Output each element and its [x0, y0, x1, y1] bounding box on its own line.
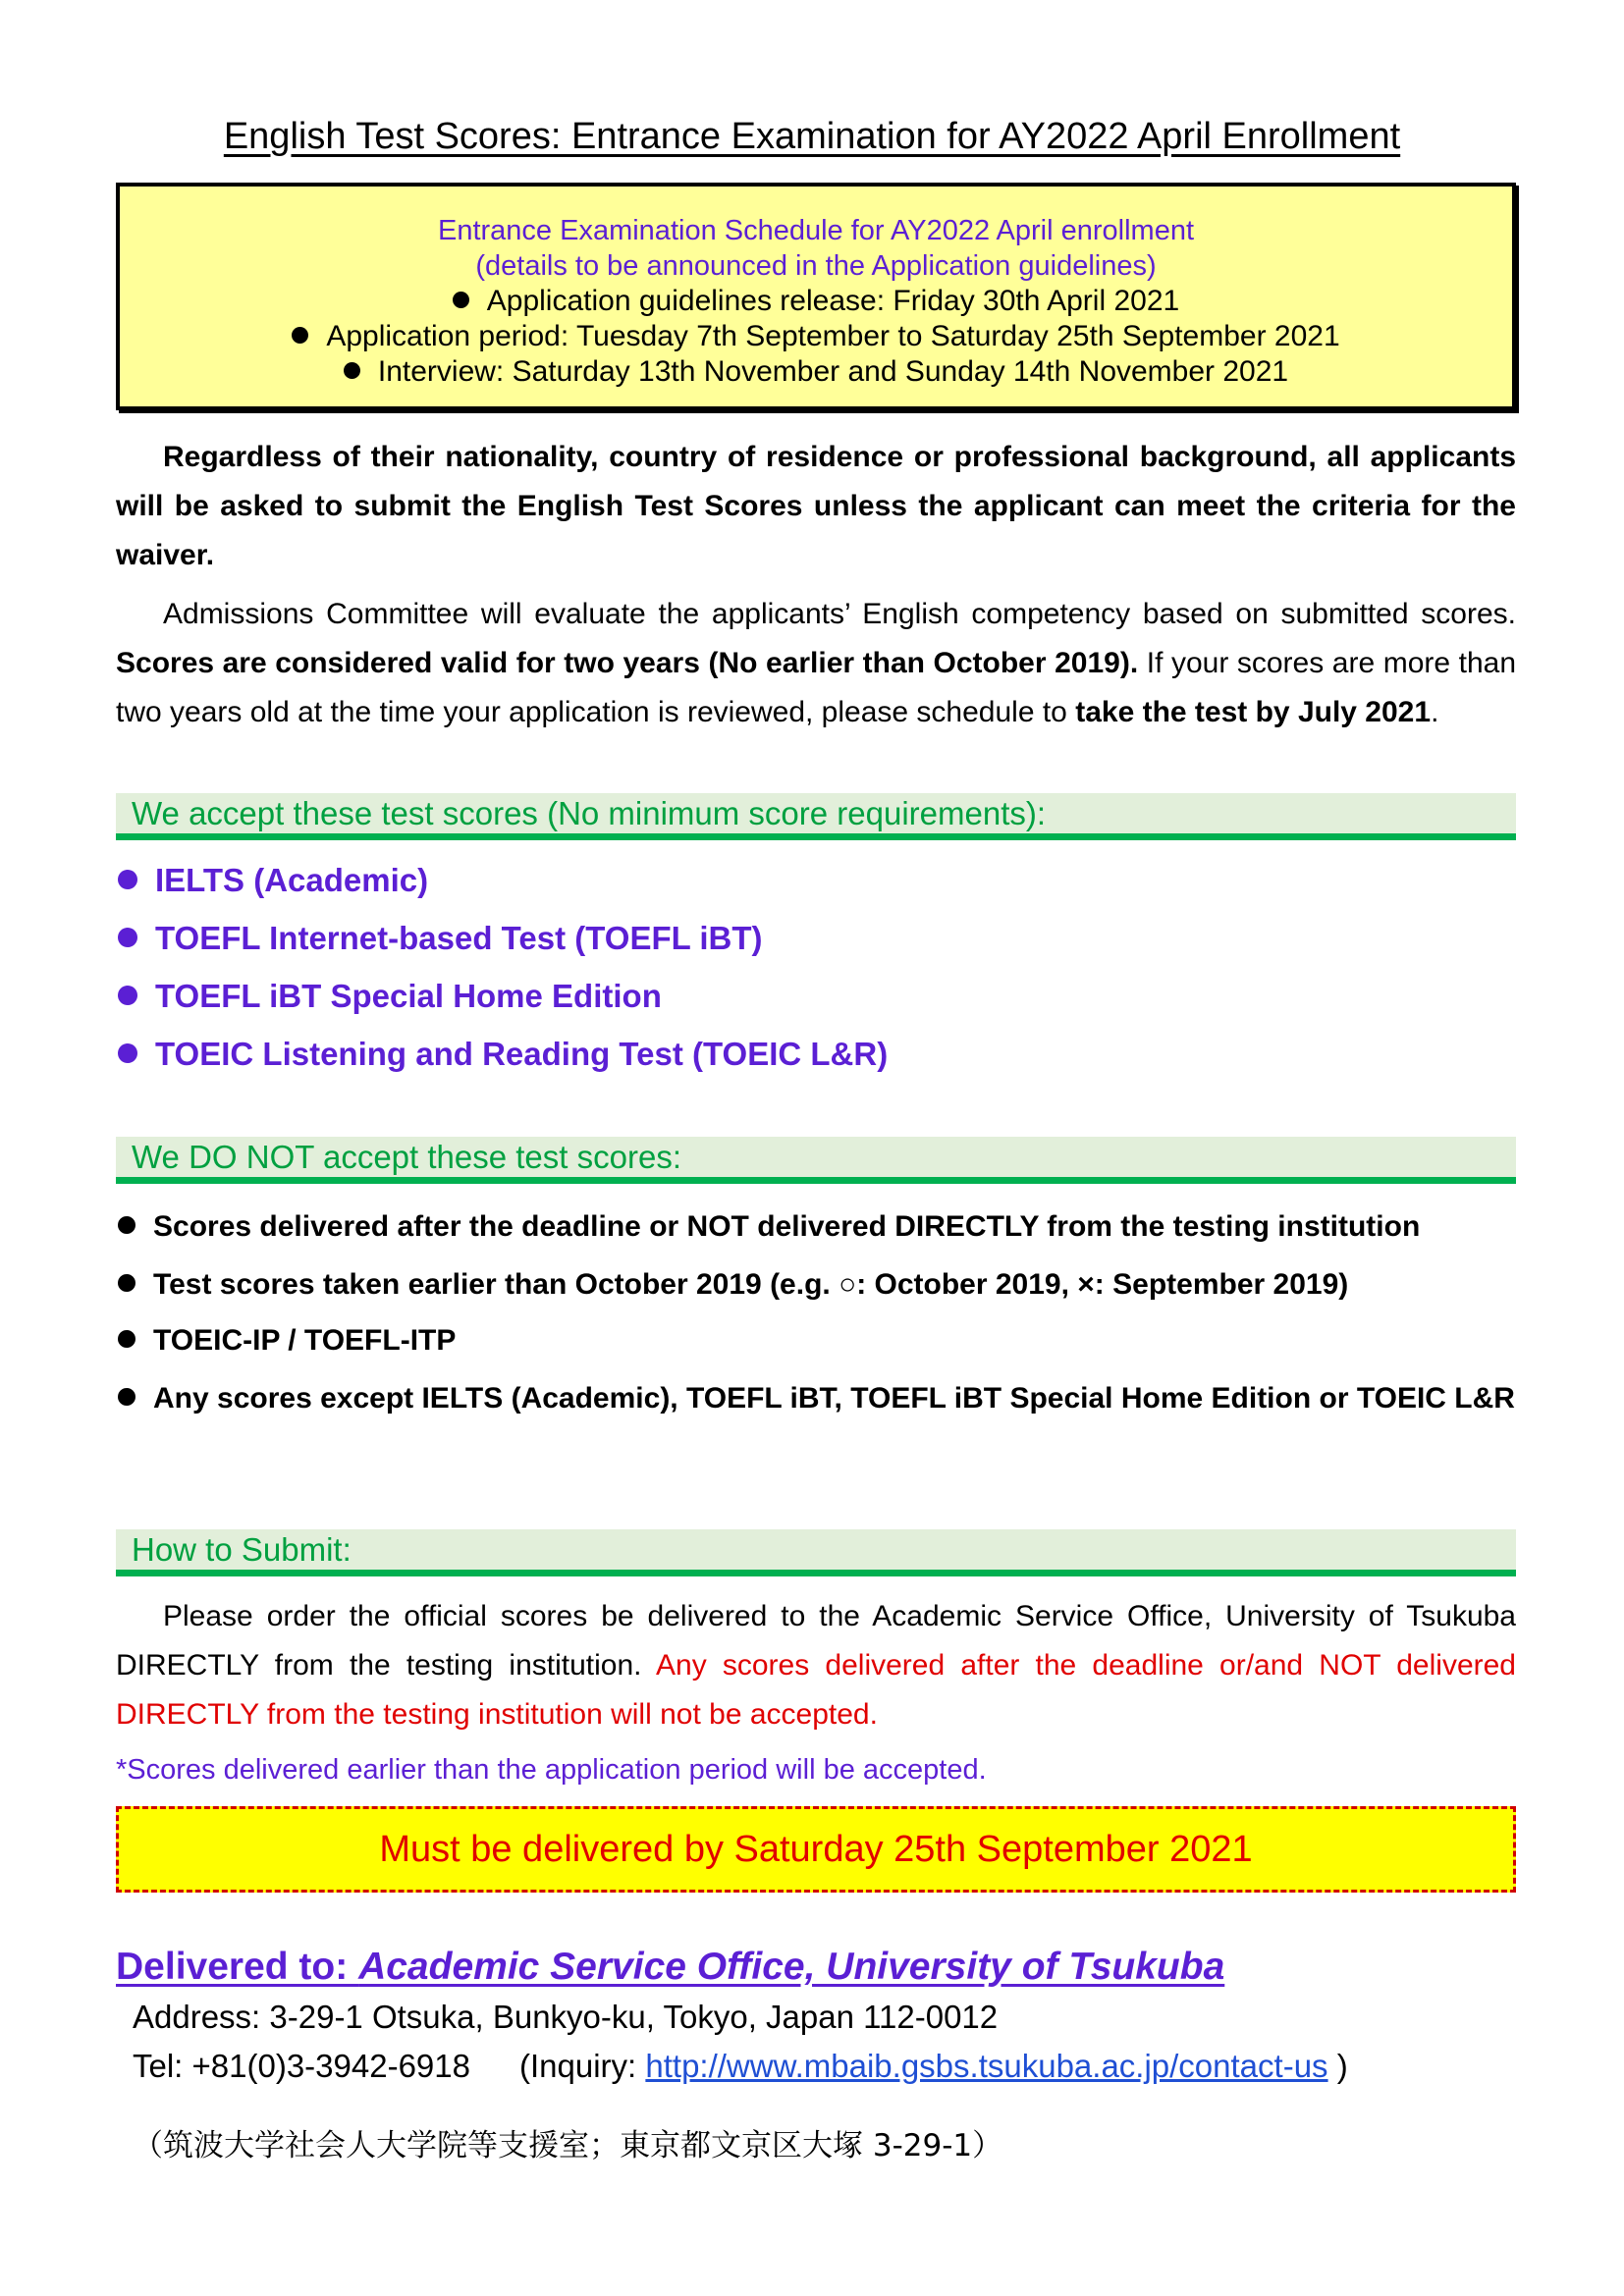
accept-item: TOEIC Listening and Reading Test (TOEIC L&R) [118, 1036, 888, 1073]
page-title: English Test Scores: Entrance Examination for AY2022 April Enrollment [223, 116, 1401, 157]
bullet-icon [118, 1216, 135, 1234]
bullet-icon [118, 1330, 135, 1348]
submit-paragraph: Please order the official scores be delivered to the Academic Service Office, University of Tsukuba DIRECTLY from the testing institution. Any scores delivered after the deadline or/and NOT delivered DIRECTLY from the testing institution will not be accepted. [116, 1600, 1516, 1731]
reject-item: Any scores except IELTS (Academic), TOEFL iBT, TOEFL iBT Special Home Edition or TOEIC L&R [118, 1374, 1553, 1423]
accept-section-heading: We accept these test scores (No minimum score requirements): [116, 793, 1516, 840]
schedule-box [116, 183, 1516, 410]
submit-note: *Scores delivered earlier than the application period will be accepted. [116, 1754, 987, 1786]
bullet-icon [344, 362, 360, 379]
delivery-contact: Tel: +81(0)3-3942-6918 (Inquiry: http://www.mbaib.gsbs.tsukuba.ac.jp/contact-us ) [133, 2048, 1348, 2084]
delivery-tel: Tel: +81(0)3-3942-6918 [133, 2048, 470, 2084]
schedule-item: Application period: Tuesday 7th September to Saturday 25th September 2021 [119, 319, 1513, 354]
bullet-icon [118, 1043, 137, 1063]
bullet-icon [118, 1388, 135, 1406]
intro-paragraph-2: Admissions Committee will evaluate the applicants’ English competency based on submitted scores. Scores are considered valid for two years (No earlier than October 2019). If your scores are more than two years old at the time your application is reviewed, please schedule to take the test by July 2021. [116, 598, 1516, 728]
bullet-icon [118, 870, 137, 889]
bullet-icon [118, 928, 137, 947]
bullet-icon [118, 986, 137, 1005]
reject-item: Test scores taken earlier than October 2019 (e.g. ○: October 2019, ×: September 2019) [118, 1260, 1516, 1309]
schedule-item: Application guidelines release: Friday 30th April 2021 [119, 284, 1513, 319]
deadline-banner: Must be delivered by Saturday 25th September 2021 [116, 1806, 1516, 1893]
reject-item: TOEIC-IP / TOEFL-ITP [118, 1316, 1516, 1365]
schedule-heading: Entrance Examination Schedule for AY2022 April enrollment [437, 215, 1195, 246]
reject-section-heading: We DO NOT accept these test scores: [116, 1137, 1516, 1184]
accept-item: TOEFL iBT Special Home Edition [118, 978, 662, 1015]
schedule-subheading: (details to be announced in the Application guidelines) [475, 250, 1157, 282]
accept-item: TOEFL Internet-based Test (TOEFL iBT) [118, 920, 763, 957]
delivery-heading: Delivered to: Academic Service Office, University of Tsukuba [116, 1946, 1225, 1988]
reject-item: Scores delivered after the deadline or NOT delivered DIRECTLY from the testing institution [118, 1202, 1516, 1252]
schedule-item: Interview: Saturday 13th November and Sunday 14th November 2021 [119, 354, 1513, 390]
intro-paragraph-1: Regardless of their nationality, country of residence or professional background, all applicants will be asked to submit the English Test Scores unless the applicant can meet the criteria for the waiver. [116, 441, 1516, 571]
japanese-address: （筑波大学社会人大学院等支援室；東京都文京区大塚 3-29-1） [133, 2128, 1003, 2163]
delivery-address: Address: 3-29-1 Otsuka, Bunkyo-ku, Tokyo, Japan 112-0012 [133, 1999, 999, 2035]
submit-section-heading: How to Submit: [116, 1529, 1516, 1576]
bullet-icon [118, 1274, 135, 1292]
bullet-icon [453, 292, 469, 308]
inquiry-link[interactable]: http://www.mbaib.gsbs.tsukuba.ac.jp/contact-us [645, 2048, 1328, 2084]
bullet-icon [292, 327, 308, 344]
accept-item: IELTS (Academic) [118, 862, 428, 899]
